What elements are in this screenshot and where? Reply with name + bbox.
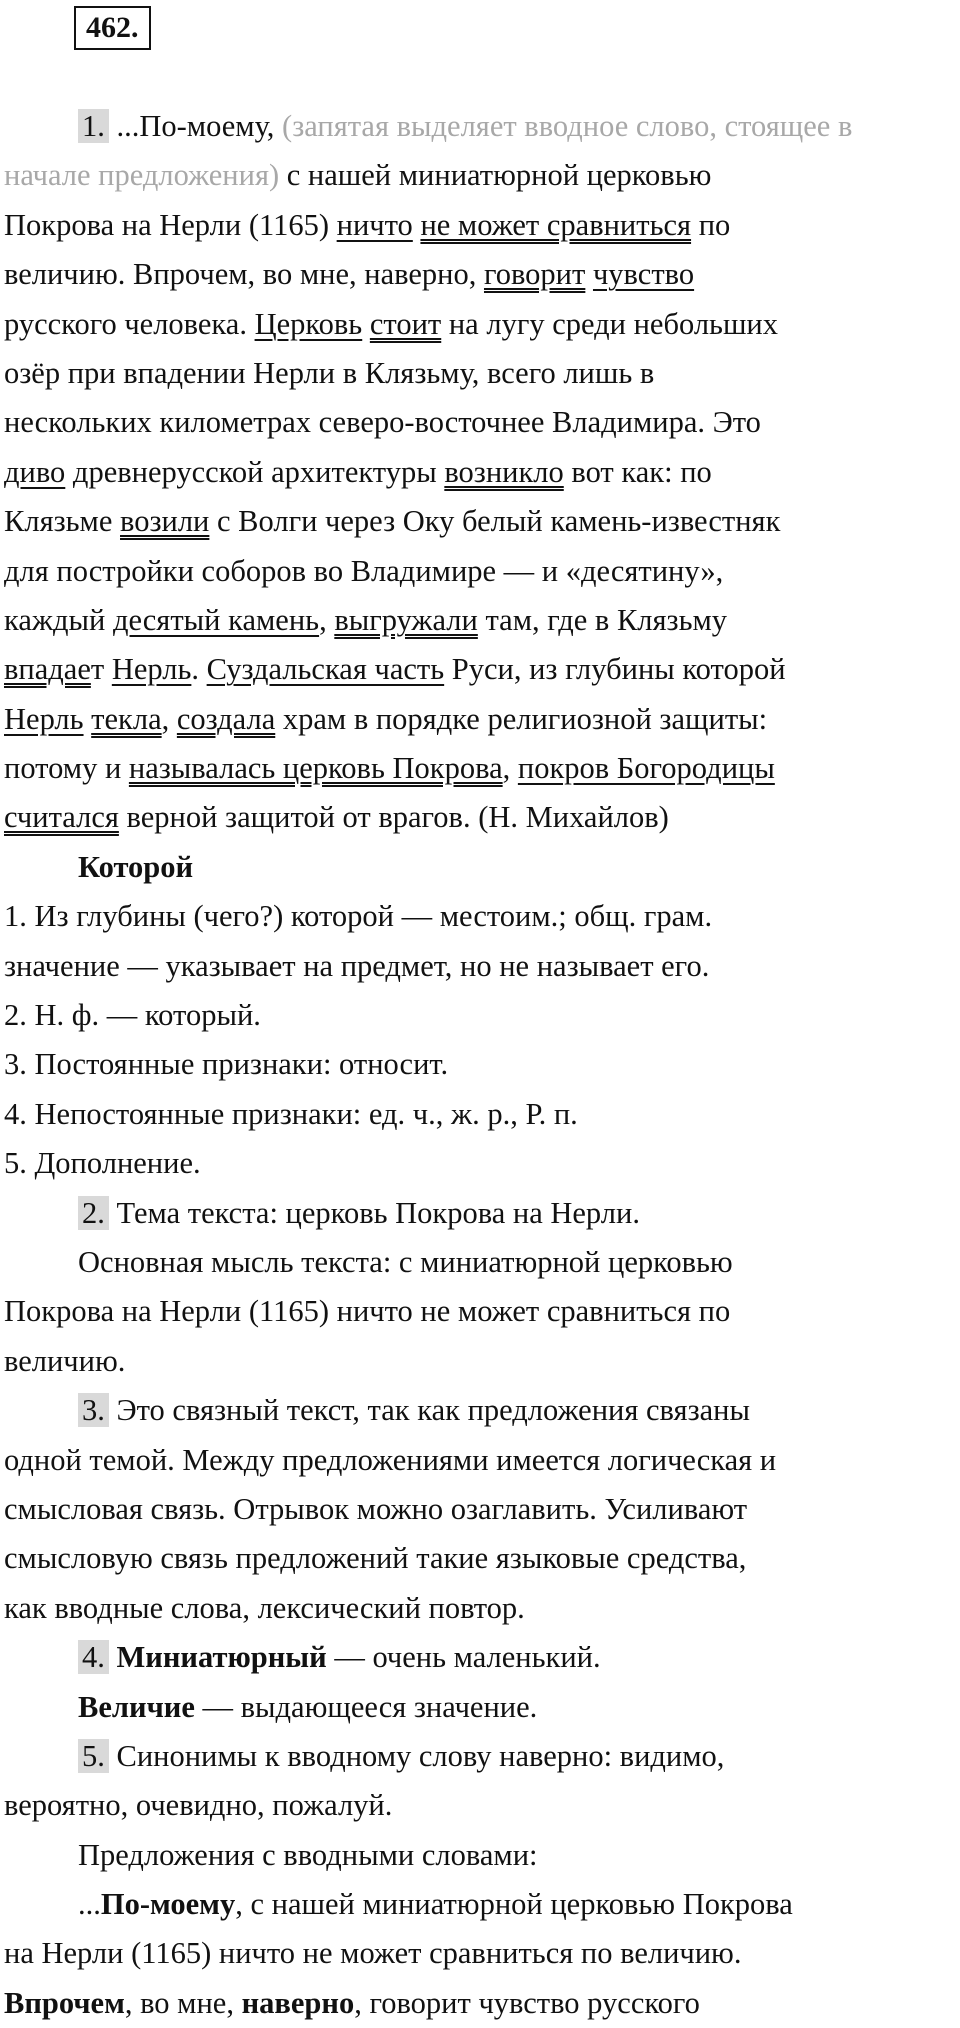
predicate: выгружали: [334, 602, 478, 637]
p1-line-9: [4, 497, 956, 546]
p5-line-5: на Нерли (1165) ничто не может сравниться по величию.: [4, 1936, 742, 1971]
subject: Суздальская часть: [206, 652, 445, 687]
predicate: возникло: [444, 454, 564, 489]
p1-line-14: [4, 744, 956, 793]
text: т: [90, 652, 112, 687]
p3-line-4: смысловую связь предложений такие языковые средства,: [4, 1541, 747, 1576]
subject: чувство: [592, 257, 695, 292]
p1-line-2: [4, 151, 956, 200]
text: храм в порядке религиозной защиты:: [275, 701, 768, 736]
p1-line-4: [4, 250, 956, 299]
p5-line-4: [4, 1880, 956, 1929]
item-number-2: 2.: [78, 1196, 109, 1230]
hint-text: (запятая выделяет вводное слово, стоящее в: [274, 109, 853, 143]
p1-line-3: [4, 201, 956, 250]
predicate: создала: [176, 701, 276, 736]
term: Миниатюрный: [116, 1640, 327, 1675]
text: , с нашей миниатюрной церковью Покрова: [235, 1887, 793, 1922]
p5-line-1: [4, 1732, 956, 1781]
text: русского человека.: [4, 306, 255, 341]
p1-line-5: [4, 300, 956, 349]
parse-line-4: 3. Постоянные признаки: относит.: [4, 1047, 449, 1082]
p2-line-3: Покрова на Нерли (1165) ничто не может сравниться по: [4, 1294, 731, 1329]
predicate: считался: [4, 800, 119, 835]
exercise-number: 462.: [74, 6, 151, 50]
text: Руси, из глубины которой: [444, 652, 786, 687]
item-number-5: 5.: [78, 1739, 109, 1773]
text: Тема текста: церковь Покрова на Нерли.: [108, 1195, 640, 1230]
subject: диво: [4, 454, 66, 489]
p2-line-2: Основная мысль текста: с миниатюрной церковью: [78, 1244, 733, 1279]
text: ,: [161, 701, 177, 736]
text: .: [191, 652, 207, 687]
p3-line-2: одной темой. Между предложениями имеется логическая и: [4, 1442, 777, 1477]
text: Это связный текст, так как предложения связаны: [108, 1393, 750, 1428]
subject: Нерль: [111, 652, 192, 687]
subject: ничто: [336, 207, 413, 242]
p1-line-7: нескольких километрах северо-восточнее Владимира. Это: [4, 405, 761, 440]
intro-word: По-моему: [100, 1887, 236, 1922]
text: с Волги через Оку белый камень-известняк: [209, 504, 781, 539]
parse-line-6: 5. Дополнение.: [4, 1146, 201, 1181]
intro-word: наверно: [241, 1985, 355, 2020]
predicate: говорит: [483, 257, 586, 292]
subject: десятый камень: [112, 602, 320, 637]
predicate: стоит: [369, 306, 442, 341]
text: Клязьме: [4, 504, 121, 539]
subject: Нерль: [4, 701, 84, 736]
p1-line-8: [4, 448, 956, 497]
text: верной защитой от врагов. (Н. Михайлов): [118, 800, 669, 835]
p1-line-12: [4, 645, 956, 694]
parse-title: [4, 843, 956, 892]
text: каждый: [4, 602, 113, 637]
item-number-4: 4.: [78, 1640, 109, 1674]
parse-line-3: 2. Н. ф. — который.: [4, 998, 261, 1033]
text: ,: [502, 751, 518, 786]
text: по: [691, 207, 731, 242]
document-body: [4, 102, 956, 2028]
text: с нашей миниатюрной церковью: [279, 158, 712, 193]
predicate: впадае: [4, 652, 91, 687]
parse-line-5: 4. Непостоянные признаки: ед. ч., ж. р., Р. п.: [4, 1096, 578, 1131]
p4-line-1: [4, 1633, 956, 1682]
text: ,: [319, 602, 335, 637]
predicate: возили: [120, 504, 210, 539]
text: величию. Впрочем, во мне, наверно,: [4, 257, 484, 292]
parse-heading: Которой: [78, 849, 194, 884]
parse-line-2: значение — указывает на предмет, но не называет его.: [4, 948, 710, 983]
p1-line-1: [4, 102, 956, 151]
subject: покров Богородицы: [517, 751, 775, 786]
p3-line-5: как вводные слова, лексический повтор.: [4, 1590, 525, 1625]
text: ...: [78, 1887, 101, 1922]
text: древнерусской архитектуры: [65, 454, 445, 489]
text: потому и: [4, 751, 129, 786]
p5-line-3: Предложения с вводными словами:: [78, 1837, 538, 1872]
p4-line-2: [4, 1683, 956, 1732]
predicate: называлась церковь Покрова: [128, 751, 503, 786]
text: Синонимы к вводному слову наверно: видимо,: [108, 1738, 725, 1773]
predicate: не может сравниться: [420, 207, 692, 242]
text: , во мне,: [124, 1985, 242, 2020]
text: ...По-моему,: [108, 109, 275, 143]
text: Покрова на Нерли (1165): [4, 207, 337, 242]
p2-line-4: величию.: [4, 1343, 126, 1378]
item-number-3: 3.: [78, 1393, 109, 1427]
text: , говорит чувство русского: [354, 1985, 700, 2020]
item-number-1: 1.: [78, 109, 109, 143]
p1-line-10: для постройки соборов во Владимире — и «десятину»,: [4, 553, 724, 588]
p5-line-2: вероятно, очевидно, пожалуй.: [4, 1788, 393, 1823]
definition: — очень маленький.: [326, 1640, 601, 1675]
p1-line-13: [4, 695, 956, 744]
p1-line-15: [4, 793, 956, 842]
p3-line-1: [4, 1386, 956, 1435]
hint-text: начале предложения): [4, 158, 280, 193]
p2-line-1: [4, 1189, 956, 1238]
p1-line-11: [4, 596, 956, 645]
parse-line-1: 1. Из глубины (чего?) которой — местоим.; общ. грам.: [4, 899, 713, 934]
p5-line-6: [4, 1979, 956, 2028]
subject: Церковь: [254, 306, 363, 341]
predicate: текла: [91, 701, 162, 736]
intro-word: Впрочем: [4, 1985, 125, 2020]
text: на лугу среди небольших: [441, 306, 779, 341]
term: Величие: [78, 1689, 195, 1724]
text: вот как: по: [563, 454, 712, 489]
text: там, где в Клязьму: [477, 602, 728, 637]
definition: — выдающееся значение.: [194, 1689, 538, 1724]
p3-line-3: смысловая связь. Отрывок можно озаглавить. Усиливают: [4, 1491, 748, 1526]
p1-line-6: озёр при впадении Нерли в Клязьму, всего лишь в: [4, 355, 655, 390]
